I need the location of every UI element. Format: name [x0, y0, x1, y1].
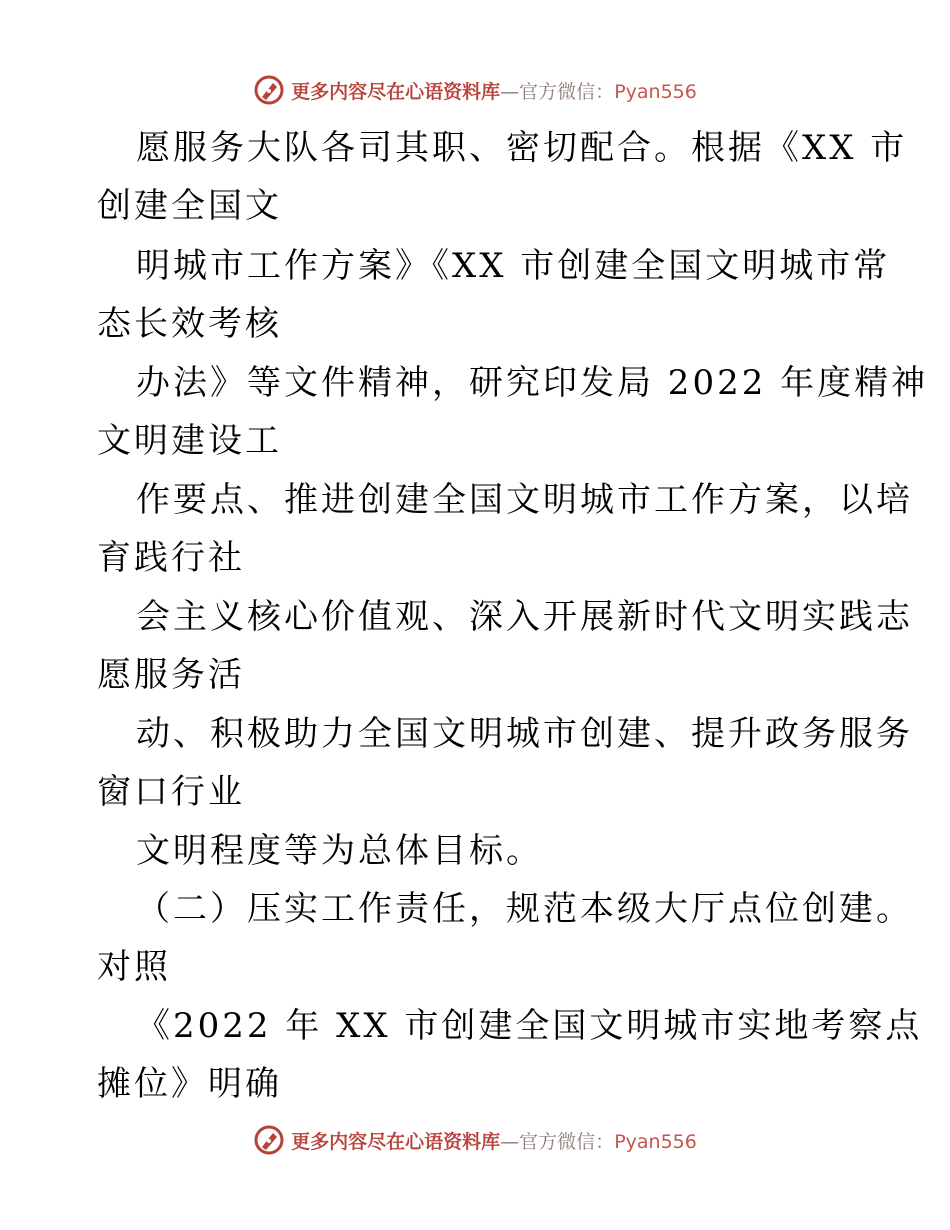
- text-line: 愿服务大队各司其职、密切配合。根据《XX 市: [136, 128, 908, 168]
- footer-watermark-banner: [0, 1120, 950, 1160]
- banner-wechat-id: Pyan556: [614, 1130, 697, 1153]
- text-line: 作要点、推进创建全国文明城市工作方案，以培: [136, 480, 913, 520]
- text-line: 愿服务活: [97, 655, 245, 695]
- banner-sub-text: 官方微信：: [519, 1130, 615, 1153]
- text-line: 文明程度等为总体目标。: [136, 831, 543, 871]
- banner-sub-text: 官方微信：: [519, 80, 615, 103]
- text-line: 文明建设工: [97, 421, 282, 461]
- banner-dash: —: [500, 80, 520, 103]
- pen-nib-logo-icon: [253, 74, 285, 106]
- text-line: 《2022 年 XX 市创建全国文明城市实地考察点: [136, 1006, 923, 1046]
- banner-text: [291, 1127, 697, 1154]
- banner-main-text: 更多内容尽在心语资料库: [291, 1130, 501, 1153]
- text-line: 创建全国文: [97, 186, 282, 226]
- text-line: 办法》等文件精神，研究印发局 2022 年度精神: [136, 363, 929, 403]
- text-line: 育践行社: [97, 538, 245, 578]
- banner-dash: —: [500, 1130, 520, 1153]
- text-line: 明城市工作方案》《XX 市创建全国文明城市常: [136, 246, 891, 286]
- pen-nib-logo-icon: [253, 1124, 285, 1156]
- text-line: 态长效考核: [97, 304, 282, 344]
- banner-text: [291, 77, 697, 104]
- text-line: 摊位》明确: [97, 1064, 282, 1104]
- banner-wechat-id: Pyan556: [614, 80, 697, 103]
- text-line: （二）压实工作责任，规范本级大厅点位创建。: [136, 889, 913, 929]
- text-line: 动、积极助力全国文明城市创建、提升政务服务: [136, 714, 913, 754]
- banner-main-text: 更多内容尽在心语资料库: [291, 80, 501, 103]
- text-line: 会主义核心价值观、深入开展新时代文明实践志: [136, 597, 913, 637]
- text-line: 窗口行业: [97, 772, 245, 812]
- text-line: 对照: [97, 947, 171, 987]
- header-watermark-banner: [0, 70, 950, 110]
